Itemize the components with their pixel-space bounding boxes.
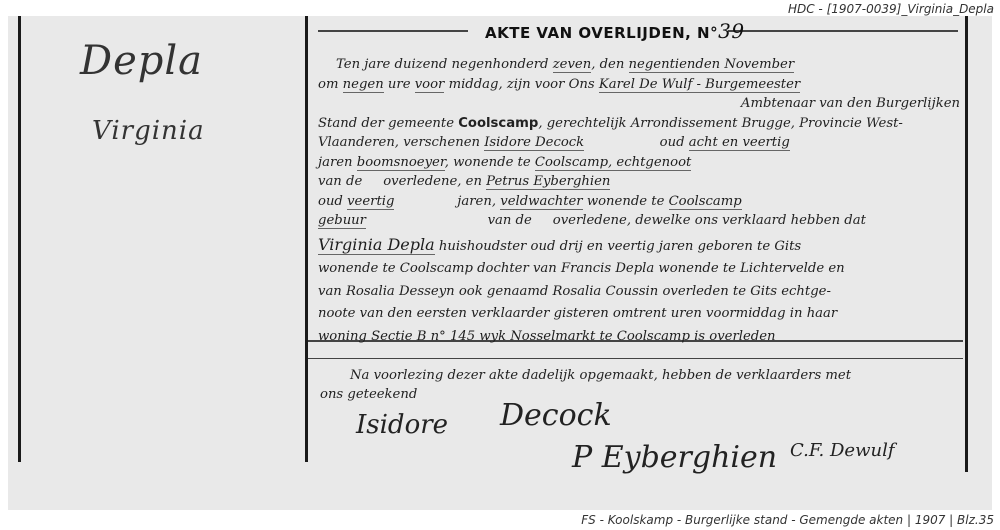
act-number: 39 [718,19,745,43]
body-line-11 [318,259,960,279]
field-residence2: Coolscamp [668,193,742,209]
body-line-14 [318,327,960,347]
body-line-4 [318,114,960,134]
closing-statement [320,366,950,404]
closing-top-rule [308,358,963,359]
field-period: voor [414,76,445,92]
field-hour: negen [342,76,384,92]
text: , wonende te [444,154,531,170]
left-rule [18,16,21,462]
signature-decock: Decock [500,398,612,433]
field-age2: veertig [347,193,395,209]
text: om [318,76,339,92]
text: oud [318,193,343,209]
body-line-7 [318,172,960,192]
text: Vlaanderen, verschenen [318,135,480,150]
closing-line-2 [320,385,950,404]
signature-dewulf: C.F. Dewulf [790,440,895,461]
text: middag, zijn voor Ons [448,76,595,92]
title-text: AKTE VAN OVERLIJDEN, N° [485,24,719,42]
margin-rule [305,16,308,462]
text: jaren, [457,193,497,209]
field-witness1: Isidore Decock [484,135,585,150]
body-line-6 [318,153,960,173]
signature-isidore: Isidore [356,410,449,440]
closing-handwritten: ons geteekend [320,387,418,402]
body-line-5 [318,133,960,153]
text: Stand der gemeente [318,115,455,131]
title-rule-left [318,30,468,32]
text: Ten jare duizend negenhonderd [336,57,549,72]
field-day: negentienden November [628,57,795,72]
body-line-1 [318,55,960,75]
body-line-9 [318,211,960,231]
handwritten-line: huishoudster oud drij en veertig jaren geboren te Gits [438,238,802,254]
closing-handwritten: hebben de verklaarders met [662,368,852,383]
text: ure [387,76,411,92]
body-line-12 [318,282,960,302]
document-title [485,19,745,43]
body-line-10 [318,235,960,257]
right-rule [965,16,968,472]
text: jaren [318,154,353,170]
field-job2: veldwachter [500,193,583,209]
closing-printed: Na voorlezing dezer akte dadelijk opgemaakt, [350,368,658,383]
text: , gerechtelijk Arrondissement Brugge, Provincie West- [538,115,903,131]
field-age1: acht en veertig [688,135,790,150]
text: van de [318,174,363,189]
text: overledene, dewelke ons verklaard hebben dat [552,213,866,228]
text: van de [487,213,532,228]
text: Ambtenaar van den Burgerlijken [740,96,960,111]
field-residence1: Coolscamp, echtgenoot [534,154,692,170]
field-job1: boomsnoeyer [356,154,445,170]
body-line-13 [318,304,960,324]
margin-surname: Depla [80,38,203,84]
handwritten-line: noote van den eersten verklaarder gisteren omtrent uren voormiddag in haar [318,306,838,321]
margin-firstname: Virginia [92,116,205,146]
act-body [318,55,960,346]
caption-top: HDC - [1907-0039]_Virginia_Depla [787,2,994,16]
signature-eyberghien: P Eyberghien [572,440,778,475]
handwritten-line: woning Sectie B n° 145 wyk Nosselmarkt te Coolscamp is overleden [318,328,776,344]
field-witness2: Petrus Eyberghien [486,174,611,189]
handwritten-line: van Rosalia Desseyn ook genaamd Rosalia Coussin overleden te Gits echtge- [318,283,831,299]
handwritten-line: wonende te Coolscamp dochter van Francis Depla wonende te Lichtervelde en [318,261,845,276]
title-rule-right [728,30,958,32]
text: overledene, en [383,174,482,189]
text: oud [659,135,685,150]
body-line-3 [318,94,960,114]
field-year: zeven [552,57,592,72]
body-line-8 [318,192,960,212]
body-line-2 [318,75,960,95]
caption-bottom: FS - Koolskamp - Burgerlijke stand - Gemengde akten | 1907 | Blz.35 [581,513,994,527]
field-official: Karel De Wulf - Burgemeester [598,76,801,92]
text: , den [591,57,625,72]
closing-line-1 [350,366,950,385]
text: wonende te [586,193,665,209]
field-town: Coolscamp [458,115,539,131]
field-deceased-name: Virginia Depla [318,234,435,254]
field-relation2: gebuur [318,213,366,228]
